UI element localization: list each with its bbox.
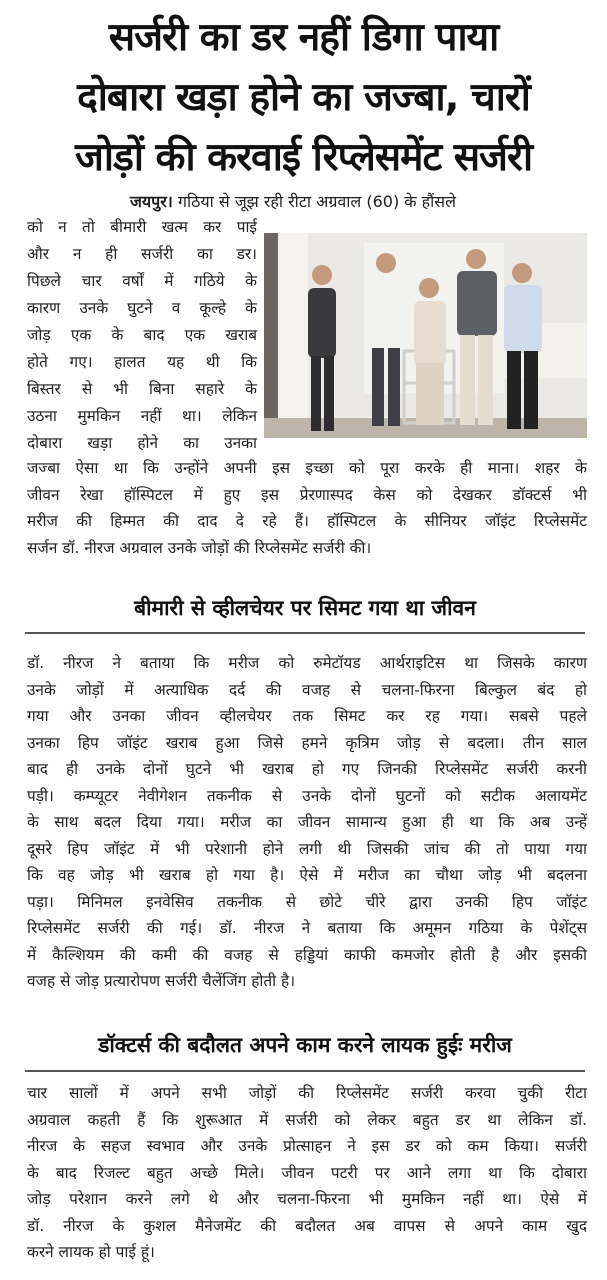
text-line: जीवन रेखा हॉस्पिटल में हुए इस प्रेरणास्पद केस को देखकर डॉक्टर्स भी [27, 485, 587, 504]
text-line: पिछले चार वर्षों में गठिये के [27, 272, 257, 290]
text-line: सर्जन डॉ. नीरज अग्रवाल उनके जोड़ों की रिप्लेसमेंट सर्जरी की। [27, 538, 372, 557]
text-line: अग्रवाल कहती हैं कि शुरूआत में सर्जरी को लेकर बहुत डर था लेकिन डॉ. [27, 1110, 587, 1129]
text-line: करने लायक हो पाई हूं। [27, 1243, 155, 1261]
section2-body [27, 1080, 587, 1266]
text-line: चार सालों में अपने सभी जोड़ों की रिप्लेसमेंट सर्जरी करवा चुकी रीटा [27, 1084, 587, 1102]
text-line: उनका हिप जॉइंट खराब हुआ जिसे हमने कृत्रिम जोड़ से बदला। तीन साल [27, 733, 587, 752]
text-line: गया और उनका जीवन व्हीलचेयर तक सिमट कर रह गया। सबसे पहले [27, 707, 587, 725]
intro-first-line [130, 190, 590, 214]
text-line: होते गए। हालत यह थी कि [27, 353, 257, 371]
text-line: बाद ही उनके दोनों घुटने भी खराब हो गए जिनकी रिप्लेसमेंट सर्जरी करनी [27, 760, 587, 778]
door-frame [264, 233, 278, 438]
section1-body [27, 650, 587, 995]
text-line: मरीज की हिम्मत की दाद दे रहे हैं। हॉस्पिटल के सीनियर जॉइंट रिप्लेसमेंट [27, 512, 587, 530]
text-line: पड़ा। मिनिमल इनवेसिव तकनीक से छोटे चीरे द्वारा उनकी हिप जॉइंट [27, 892, 587, 911]
text-line: के बाद रिजल्ट बहुत अच्छे मिले। जीवन पटरी पर आने लगा था कि दोबारा [27, 1163, 587, 1182]
text-line: जज्बा ऐसा था कि उन्होंने अपनी इस इच्छा को पूरा करके ही माना। शहर के [27, 459, 587, 477]
news-photo [264, 233, 587, 438]
text-line: के साथ बदल दिया गया। मरीज का जीवन सामान्य हुआ ही था कि अब उन्हें [27, 813, 587, 831]
intro-continuation [27, 455, 587, 561]
text-line: जोड़ एक के बाद एक खराब [27, 326, 257, 344]
text-line: दोबारा खड़ा होने का उनका [27, 434, 257, 452]
text-line: उनके जोड़ों में अत्याधिक दर्द की वजह से चलना-फिरना बिल्कुल बंद हो [27, 680, 587, 699]
section-divider [25, 632, 585, 634]
text-line: को न तो बीमारी खत्म कर पाई [27, 218, 257, 236]
curtain [278, 233, 308, 423]
section-heading: बीमारी से व्हीलचेयर पर सिमट गया था जीवन [134, 596, 476, 620]
text-line: उठना मुमकिन नहीं था। लेकिन [27, 407, 257, 425]
headline [0, 8, 607, 188]
text-line: वजह से जोड़ प्रत्यारोपण सर्जरी चैलेंजिंग होती है। [27, 972, 296, 990]
headline-line: सर्जरी का डर नहीं डिगा पाया [108, 15, 499, 60]
section-heading: डॉक्टर्स की बदौलत अपने काम करने लायक हुईः मरीज [98, 1033, 512, 1057]
dateline: जयपुर। [130, 192, 173, 211]
text-line: और न ही सर्जरी का डर। [27, 245, 257, 263]
text-line: नीरज के सहज स्वभाव और उनके प्रोत्साहन ने इस डर को कम किया। सर्जरी [27, 1137, 587, 1155]
text-line: पड़ी। कम्प्यूटर नेवीगेशन तकनीक से उनके दोनों घुटनों को सटीक अलायमेंट [27, 786, 587, 805]
text-line: में कैल्शियम की कमी की वजह से हड्डियां काफी कमजोर होती है और इसकी [27, 945, 587, 964]
text-line: डॉ. नीरज के कुशल मैनेजमेंट की बदौलत अब वापस से अपने काम खुद [27, 1216, 587, 1235]
headline-line: जोड़ों की करवाई रिप्लेसमेंट सर्जरी [74, 135, 533, 180]
text-line: रिप्लेसमेंट सर्जरी की गई। डॉ. नीरज ने बताया कि अमूमन गठिया के पेशेंट्स [27, 919, 587, 937]
text-line: बिस्तर से भी बिना सहारे के [27, 380, 257, 398]
intro-left-column [27, 214, 257, 457]
section-divider [25, 1070, 585, 1072]
text-line: दूसरे हिप जॉइंट में भी परेशानी होने लगी थी जिसकी जांच की तो पाया गया [27, 839, 587, 858]
text-line: कारण उनके घुटने व कूल्हे के [27, 299, 257, 317]
text-line: जोड़ परेशान करने लगे थे और चलना-फिरना भी मुमकिन नहीं था। ऐसे में [27, 1190, 587, 1208]
text-line: डॉ. नीरज ने बताया कि मरीज को रुमेटॉयड आर्थराइटिस था जिसके कारण [27, 654, 587, 672]
group-photo-illustration [264, 233, 587, 438]
text-line: कि वह जोड़ भी खराब हो गया है। ऐसे में मरीज का चौथा जोड़ भी बदलना [27, 866, 587, 884]
intro-first-text: गठिया से जूझ रही रीटा अग्रवाल (60) के हौंसले [177, 192, 456, 211]
headline-line: दोबारा खड़ा होने का जज्बा, चारों [77, 75, 530, 120]
